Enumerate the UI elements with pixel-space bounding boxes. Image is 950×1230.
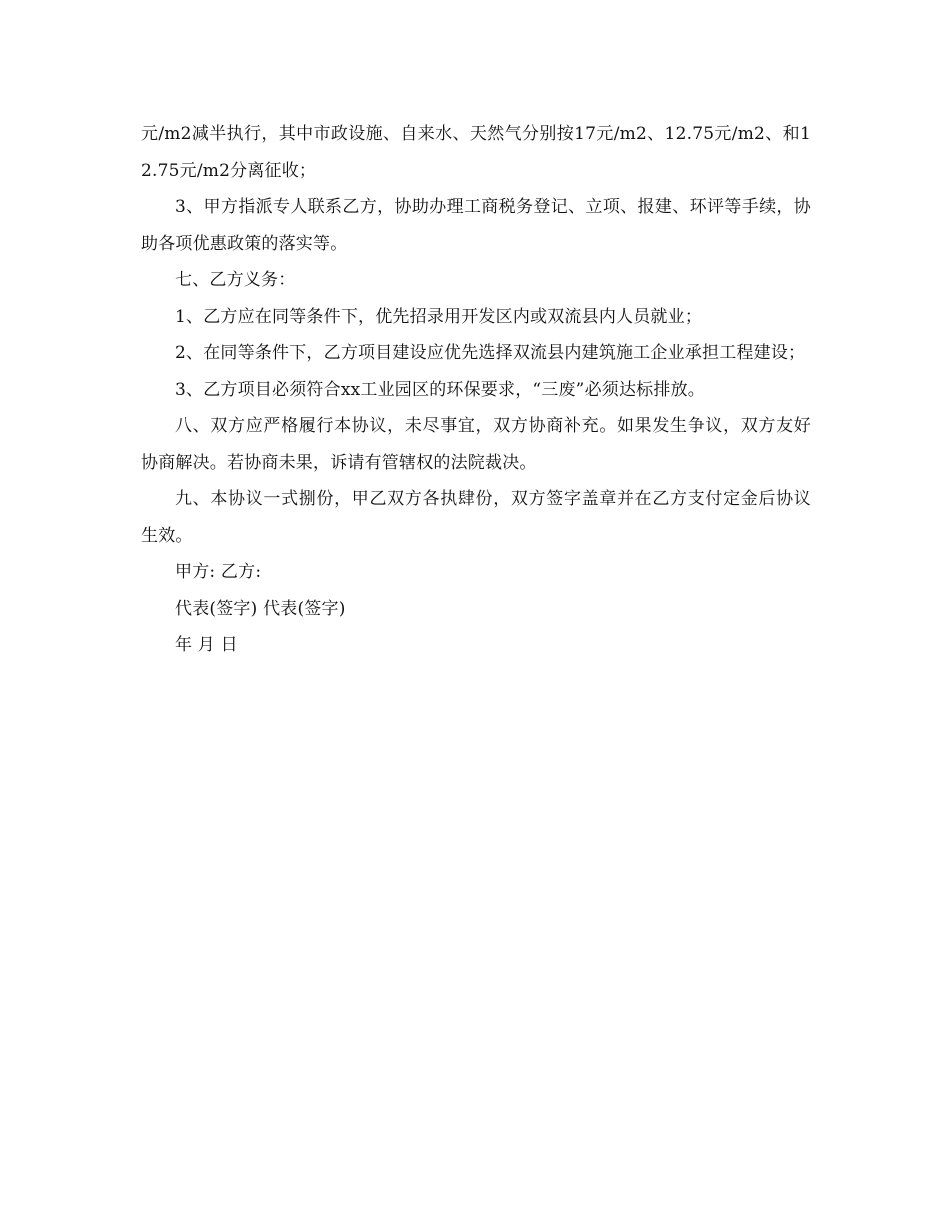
paragraph-section-8-disputes: 八、双方应严格履行本协议，未尽事宜，双方协商补充。如果发生争议，双方友好协商解决。若协商未果，诉请有管辖权的法院裁决。 xyxy=(141,416,811,473)
signature-representatives-line: 代表(签字) 代表(签字) xyxy=(175,598,346,619)
paragraph-clause-1-party-b: 1、乙方应在同等条件下，优先招录用开发区内或双流县内人员就业； xyxy=(175,306,703,327)
paragraph-clause-3-party-b: 3、乙方项目必须符合xx工业园区的环保要求，“三废”必须达标排放。 xyxy=(175,379,705,400)
signature-date-line: 年 月 日 xyxy=(175,635,238,655)
signature-parties-line: 甲方: 乙方: xyxy=(175,562,262,582)
paragraph-fee-continuation: 元/m2减半执行，其中市政设施、自来水、天然气分别按17元/m2、12.75元/m2、和12.75元/m2分离征收； xyxy=(141,124,811,181)
document-body xyxy=(141,116,811,664)
paragraph-section-9-copies: 九、本协议一式捌份，甲乙双方各执肆份，双方签字盖章并在乙方支付定金后协议生效。 xyxy=(141,489,811,546)
paragraph-clause-2-party-b: 2、在同等条件下，乙方项目建设应优先选择双流县内建筑施工企业承担工程建设； xyxy=(175,343,806,363)
paragraph-clause-3-party-a: 3、甲方指派专人联系乙方，协助办理工商税务登记、立项、报建、环评等手续，协助各项优惠政策的落实等。 xyxy=(141,197,811,254)
section-heading-party-b-obligations: 七、乙方义务： xyxy=(175,270,296,290)
